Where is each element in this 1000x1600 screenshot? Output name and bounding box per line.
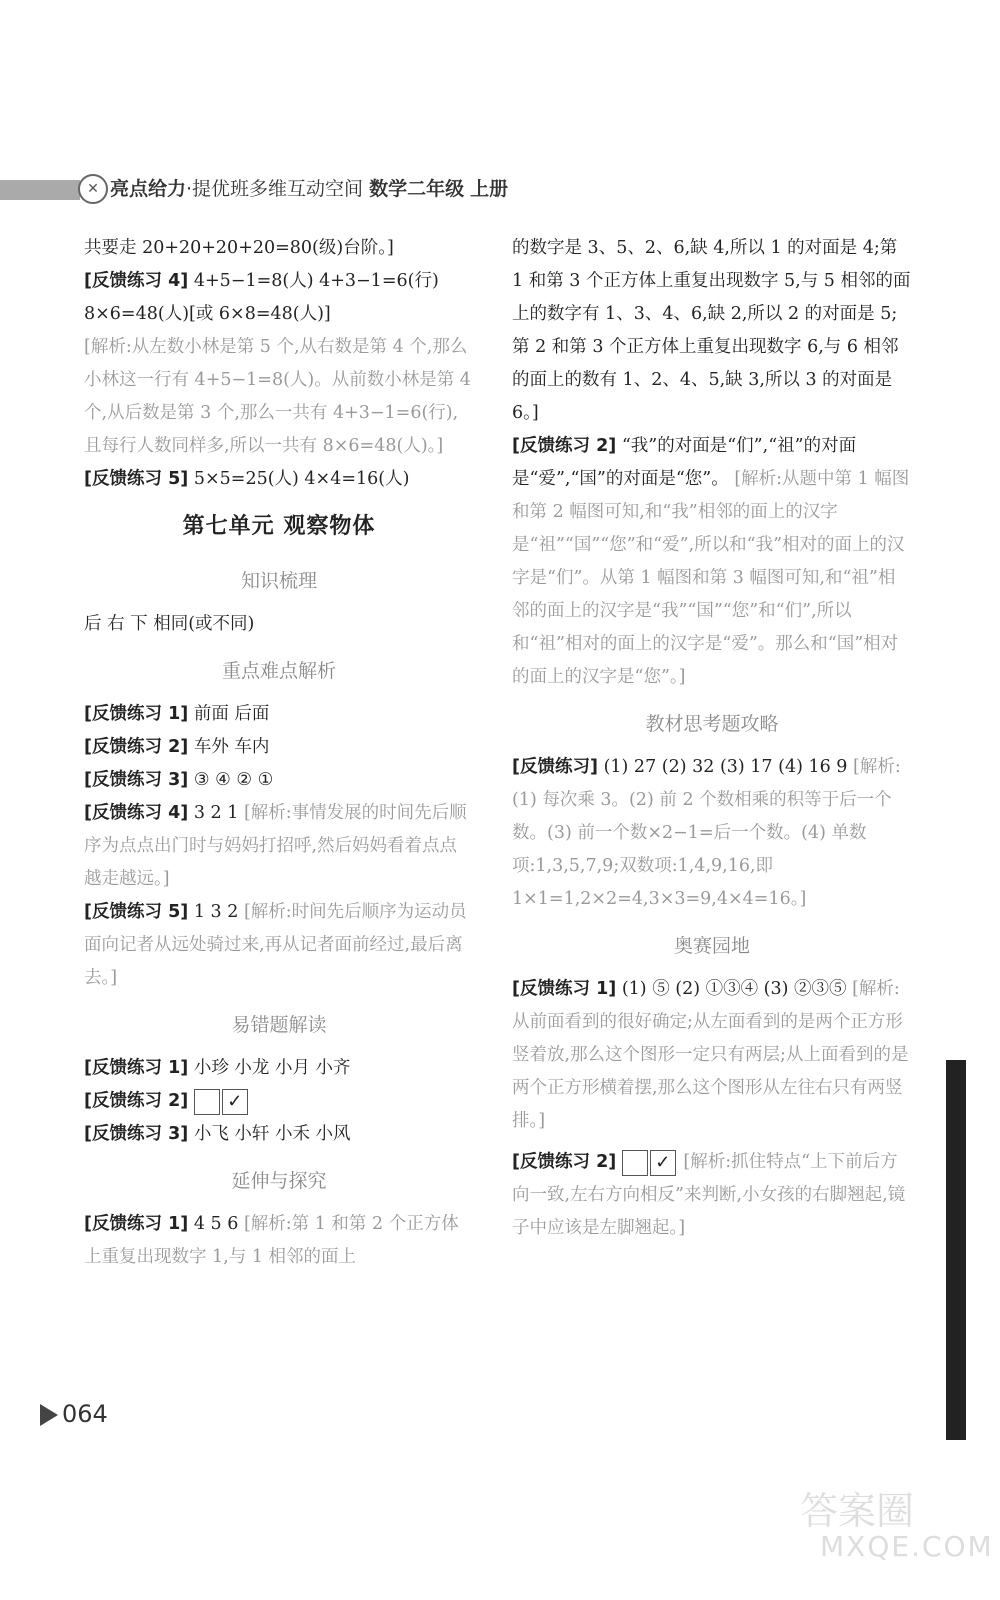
answer-text: 1 3 2 (193, 902, 239, 922)
explanation-note: [解析:事情发展的时间先后顺序为点点出门时与妈妈打招呼,然后妈妈看着点点越走越远。] (84, 803, 467, 889)
answer-text: (1) 27 (2) 32 (3) 17 (4) 16 9 (603, 757, 848, 777)
answer-text: 4 5 6 (193, 1214, 239, 1234)
exercise-item (84, 1052, 474, 1085)
exercise-tag: [反馈练习 1] (84, 704, 189, 724)
page-edge-shadow (946, 1060, 966, 1440)
exercise-tag: [反馈练习 1] (512, 979, 617, 999)
section-title: 知识梳理 (240, 570, 317, 592)
exercise-item (512, 430, 912, 694)
watermark-url: MXQE.COM (820, 1530, 994, 1563)
text-line: 的数字是 3、5、2、6,缺 4,所以 1 的对面是 4;第 1 和第 3 个正方体上重复出现数字 5,与 5 相邻的面上的数字有 1、3、4、6,缺 2,所以 2 的对面是 5;第 2 和第 3 个正方体上重复出现数字 6,与 6 相邻的面上的数有 1、2、4、5,缺 3,所以 3 的对面是 6。] (512, 238, 911, 423)
answer-text: ③ ④ ② ① (193, 770, 274, 790)
exercise-tag: [反馈练习 3] (84, 770, 189, 790)
exercise-tag: [反馈练习 3] (84, 1124, 189, 1144)
section-title: 教材思考题攻略 (645, 713, 779, 735)
answer-text: 小飞 小轩 小禾 小风 (193, 1124, 351, 1144)
exercise-item (84, 1208, 474, 1274)
volume-name: 上册 (470, 178, 509, 200)
answer-text: (1) ⑤ (2) ①③④ (3) ②③⑤ (621, 979, 847, 999)
exercise-item (84, 463, 474, 496)
explanation-note: [解析:从前面看到的很好确定;从左面看到的是两个正方形竖着放,那么这个图形一定只有两层;从上面看到的是两个正方形横着摆,那么这个图形从左往右只有两竖排。] (512, 979, 909, 1131)
exercise-item (84, 764, 474, 797)
answer-text: 前面 后面 (193, 704, 270, 724)
watermark-logo: 答案圈 (800, 1489, 915, 1533)
page-header (0, 172, 1000, 208)
left-column (84, 232, 474, 1274)
section-title: 奥赛园地 (673, 935, 750, 957)
exercise-tag: [反馈练习 2] (84, 737, 189, 757)
explanation-note: [解析:从左数小林是第 5 个,从右数是第 4 个,那么小林这一行有 4+5−1=8(人)。从前数小林是第 4 个,从后数是第 3 个,那么一共有 4+3−1=6(行),且每行人数同样多,所以一共有 8×6=48(人)。] (84, 337, 471, 456)
triangle-icon (40, 1404, 58, 1426)
section-title: 重点难点解析 (221, 660, 336, 682)
exercise-tag: [反馈练习 5] (84, 902, 189, 922)
exercise-item (512, 751, 912, 916)
header-bar (0, 180, 80, 200)
exercise-item (84, 731, 474, 764)
subject-name: 数学二年级 (369, 178, 465, 200)
answer-text: 4+5−1=8(人) 4+3−1=6(行) 8×6=48(人)[或 6×8=48(人)] (84, 271, 439, 324)
exercise-item (84, 265, 474, 331)
check-answer-box: ✓ (222, 1089, 248, 1115)
exercise-item (84, 797, 474, 896)
brand-subtitle: ·提优班多维互动空间 (186, 178, 364, 200)
empty-answer-box (194, 1089, 220, 1115)
exercise-tag: [反馈练习 4] (84, 803, 189, 823)
exercise-tag: [反馈练习 1] (84, 1058, 189, 1078)
explanation-note: [解析:(1) 每次乘 3。(2) 前 2 个数相乘的积等于后一个数。(3) 前一个数×2−1=后一个数。(4) 单数项:1,3,5,7,9;双数项:1,4,9,16,即 1×1=1,2×2=4,3×3=9,4×4=16。] (512, 757, 901, 909)
right-column (512, 232, 912, 1245)
explanation-note: [解析:从题中第 1 幅图和第 2 幅图可知,和“我”相邻的面上的汉字是“祖”“国”“您”和“爱”,所以和“我”相对的面上的汉字是“们”。从第 1 幅图和第 3 幅图可知,和“祖”相邻的面上的汉字是“我”“国”“您”和“们”,所以和“祖”相对的面上的汉字是“爱”。那么和“国”相对的面上的汉字是“您”。] (512, 469, 910, 687)
exercise-item (84, 1118, 474, 1151)
brand-name: 亮点给力 (110, 178, 187, 200)
exercise-item (84, 896, 474, 995)
section-title: 易错题解读 (231, 1014, 327, 1036)
exercise-tag: [反馈练习 1] (84, 1214, 189, 1234)
page-number (40, 1400, 108, 1428)
exercise-tag: [反馈练习 2] (512, 1152, 617, 1172)
exercise-item (84, 1085, 474, 1118)
answer-text: 3 2 1 (193, 803, 239, 823)
text-line: 共要走 20+20+20+20=80(级)台阶。] (84, 238, 394, 258)
answer-text: 车外 车内 (193, 737, 270, 757)
section-title: 延伸与探究 (231, 1170, 327, 1192)
exercise-item (512, 973, 912, 1138)
explanation-note: [解析:第 1 和第 2 个正方体上重复出现数字 1,与 1 相邻的面上 (84, 1214, 459, 1267)
exercise-tag: [反馈练习] (512, 757, 598, 777)
check-answer-box: ✓ (650, 1150, 676, 1176)
page-number-text: 064 (62, 1400, 108, 1428)
exercise-item (512, 1146, 912, 1245)
unit-title: 第七单元 观察物体 (182, 514, 376, 539)
explanation-note: [解析:抓住特点“上下前后方向一致,左右方向相反”来判断,小女孩的右脚翘起,镜子中应该是左脚翘起。] (512, 1152, 906, 1238)
exercise-tag: [反馈练习 5] (84, 469, 189, 489)
exercise-tag: [反馈练习 2] (84, 1091, 189, 1111)
header-title (110, 174, 508, 201)
exercise-tag: [反馈练习 2] (512, 436, 617, 456)
exercise-item (84, 698, 474, 731)
answer-text: “我”的对面是“们”,“祖”的对面是“爱”,“国”的对面是“您”。 (512, 436, 857, 489)
empty-answer-box (622, 1150, 648, 1176)
explanation-note: [解析:时间先后顺序为运动员面向记者从远处骑过来,再从记者面前经过,最后离去。] (84, 902, 467, 988)
answer-text: 小珍 小龙 小月 小齐 (193, 1058, 351, 1078)
answer-text: 后 右 下 相同(或不同) (84, 614, 255, 634)
answer-text: 5×5=25(人) 4×4=16(人) (193, 469, 410, 489)
brand-logo-icon: ✕ (78, 174, 108, 204)
exercise-tag: [反馈练习 4] (84, 271, 189, 291)
